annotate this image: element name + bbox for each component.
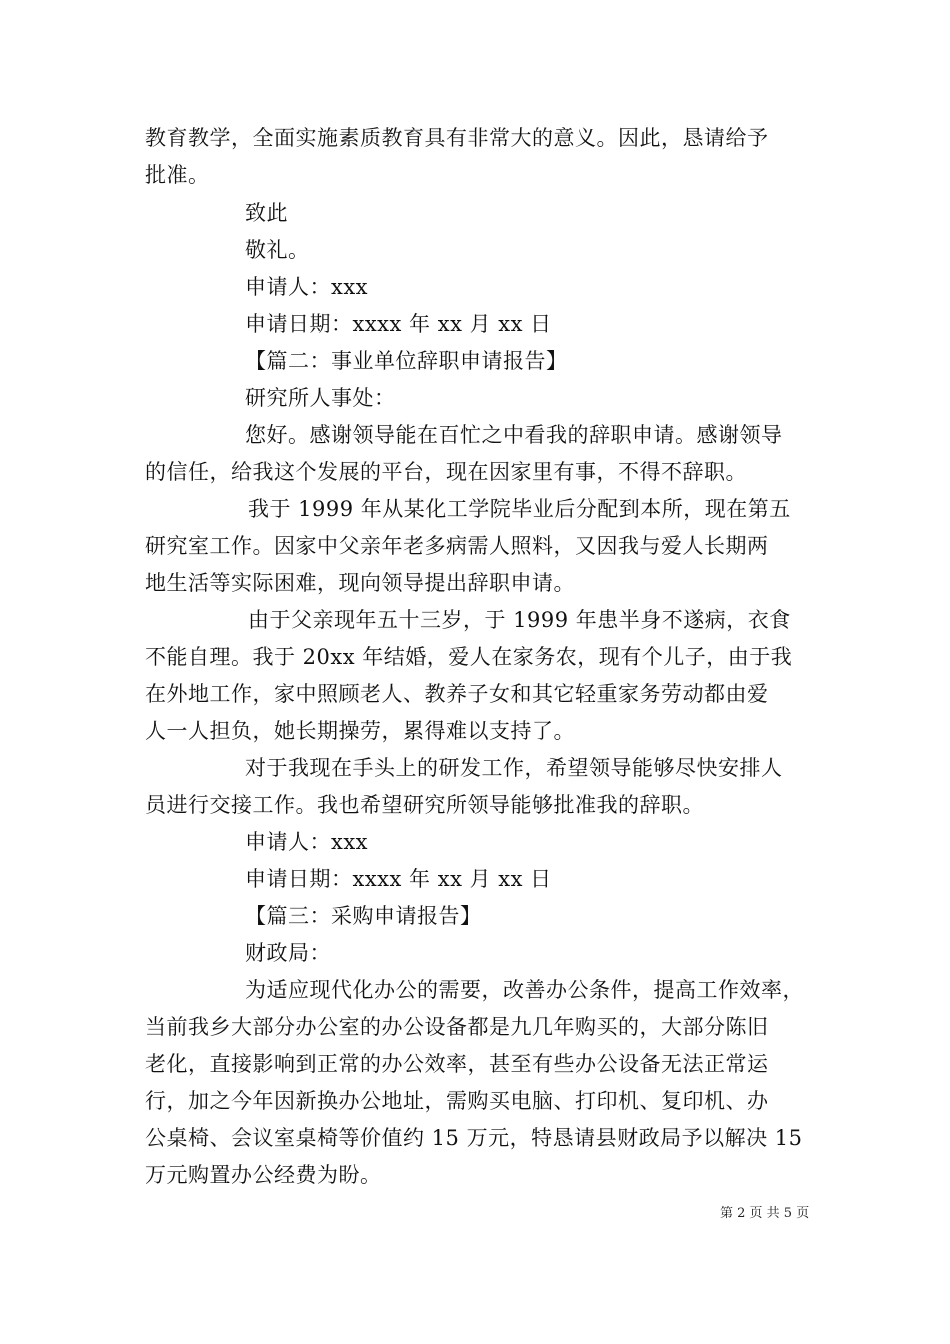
text-line: 对于我现在手头上的研发工作，希望领导能够尽快安排人	[245, 756, 783, 780]
applicant-line: 申请人：xxx	[245, 275, 369, 299]
text-line: 万元购置办公经费为盼。	[145, 1163, 382, 1187]
text-line: 公桌椅、会议室桌椅等价值约 15 万元，特恳请县财政局予以解决 15	[145, 1126, 803, 1150]
text-line: 当前我乡大部分办公室的办公设备都是九几年购买的，大部分陈旧	[145, 1015, 769, 1039]
section-heading-2: 【篇二：事业单位辞职申请报告】	[245, 349, 568, 373]
text-line: 不能自理。我于 20xx 年结婚，爱人在家务农，现有个儿子，由于我	[145, 645, 793, 669]
text-line: 人一人担负，她长期操劳，累得难以支持了。	[145, 719, 575, 743]
text-line: 在外地工作，家中照顾老人、教养子女和其它轻重家务劳动都由爱	[145, 682, 769, 706]
text-line: 批准。	[145, 163, 210, 187]
application-date-line: 申请日期：xxxx 年 xx 月 xx 日	[245, 312, 552, 336]
text-line: 地生活等实际困难，现向领导提出辞职申请。	[145, 571, 575, 595]
text-line: 研究室工作。因家中父亲年老多病需人照料，又因我与爱人长期两	[145, 534, 769, 558]
section-heading-3: 【篇三：采购申请报告】	[245, 904, 482, 928]
text-line: 员进行交接工作。我也希望研究所领导能够批准我的辞职。	[145, 793, 704, 817]
page-number-footer: 第 2 页 共 5 页	[720, 1206, 810, 1221]
closing-regards: 敬礼。	[245, 238, 310, 262]
text-line: 老化，直接影响到正常的办公效率，甚至有些办公设备无法正常运	[145, 1052, 769, 1076]
text-line: 我于 1999 年从某化工学院毕业后分配到本所，现在第五	[248, 497, 791, 521]
text-line: 教育教学，全面实施素质教育具有非常大的意义。因此，恳请给予	[145, 126, 769, 150]
addressee-line: 财政局：	[245, 941, 331, 965]
text-line: 为适应现代化办公的需要，改善办公条件，提高工作效率，	[245, 978, 804, 1002]
closing-salutation: 致此	[245, 201, 288, 225]
application-date-line: 申请日期：xxxx 年 xx 月 xx 日	[245, 867, 552, 891]
addressee-line: 研究所人事处：	[245, 386, 396, 410]
text-line: 由于父亲现年五十三岁，于 1999 年患半身不遂病，衣食	[248, 608, 791, 632]
text-line: 的信任，给我这个发展的平台，现在因家里有事，不得不辞职。	[145, 460, 747, 484]
text-line: 行，加之今年因新换办公地址，需购买电脑、打印机、复印机、办	[145, 1089, 769, 1113]
applicant-line: 申请人：xxx	[245, 830, 369, 854]
text-line: 您好。感谢领导能在百忙之中看我的辞职申请。感谢领导	[245, 423, 783, 447]
